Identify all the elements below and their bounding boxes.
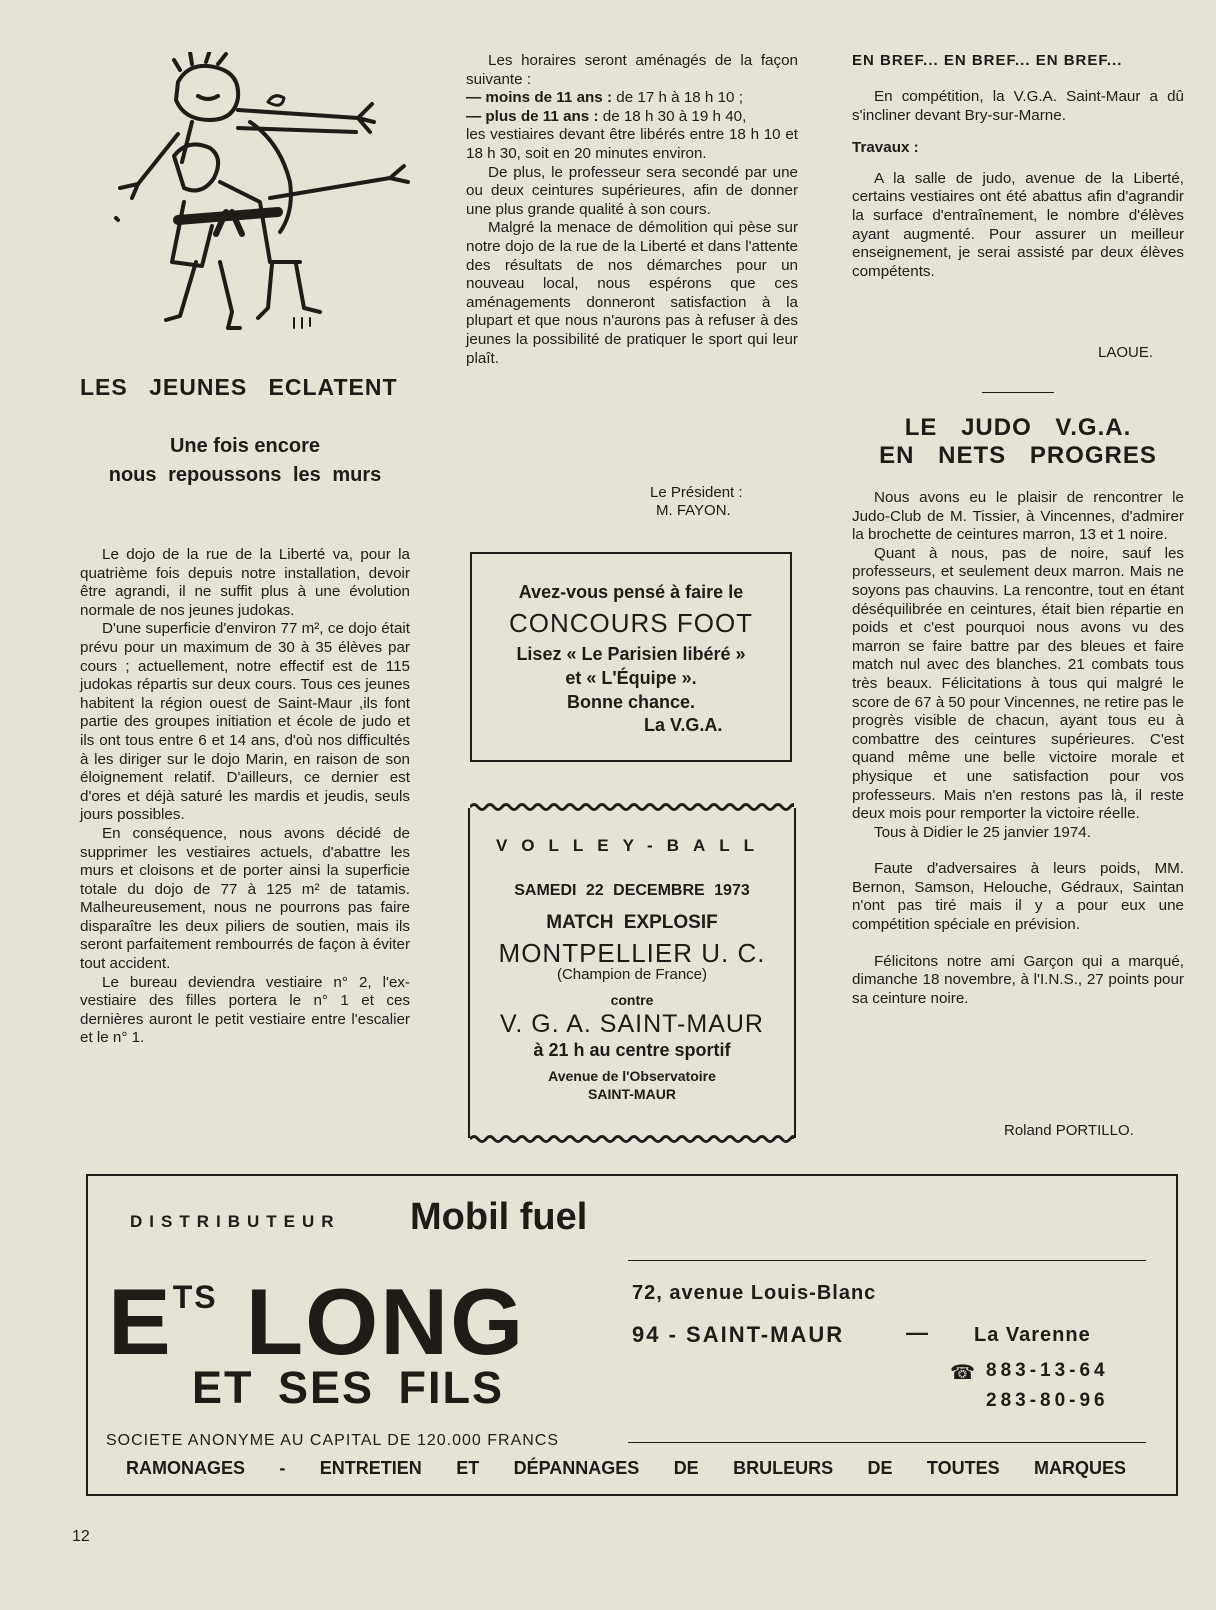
left-column-body xyxy=(80,546,410,1048)
signature-name: M. FAYON. xyxy=(656,502,731,519)
phone-icon: ☎ xyxy=(950,1362,975,1384)
ad-service-word: DÉPANNAGES xyxy=(513,1458,640,1478)
paragraph: Faute d'adversaires à leurs poids, MM. Bernon, Samson, Helouche, Gédraux, Saintan n'ont pas tiré mais il y a pour eux une compétition spéciale en prévision. xyxy=(852,860,1184,934)
ad-service-word: BRULEURS xyxy=(733,1458,834,1478)
wavy-border-bottom xyxy=(470,1134,794,1144)
schedule-text: de 18 h 30 à 19 h 40, xyxy=(602,107,747,125)
concours-line: et « L'Équipe ». xyxy=(565,668,697,688)
ad-company-name xyxy=(108,1242,525,1377)
judo-headline-1: LE JUDO V.G.A. xyxy=(904,414,1132,441)
ets-long-advertisement xyxy=(86,1174,1178,1496)
travaux-label: Travaux : xyxy=(852,139,919,157)
concours-title: CONCOURS FOOT xyxy=(508,608,754,638)
paragraph: Le dojo de la rue de la Liberté va, pour la quatrième fois depuis notre installation, devoir être agrandi, il ne suffit plus à une évolution normale de nos jeunes judokas. xyxy=(80,546,410,619)
article-subhead-1: Une fois encore xyxy=(169,435,321,457)
article-subhead-2: nous repoussons les murs xyxy=(108,464,382,486)
concours-signature: La V.G.A. xyxy=(644,715,723,735)
ad-service-word: RAMONAGES xyxy=(126,1458,246,1478)
article-headline-jeunes: LES JEUNES ECLATENT xyxy=(80,374,398,400)
schedule-text: de 17 h à 18 h 10 ; xyxy=(616,89,743,107)
ad-brand-mobil: Mobil fuel xyxy=(410,1196,588,1238)
ad-rule-bottom xyxy=(628,1442,1146,1443)
volley-date: SAMEDI 22 DECEMBRE 1973 xyxy=(514,882,750,899)
signature-title: Le Président : xyxy=(650,484,743,501)
ad-address-2: 94 - SAINT-MAUR xyxy=(632,1322,845,1347)
volley-ball-box xyxy=(468,808,796,1138)
concours-line: Lisez « Le Parisien libéré » xyxy=(516,644,746,664)
ad-services xyxy=(126,1458,1126,1479)
paragraph: D'une superficie d'environ 77 m², ce dojo était prévu pour un maximum de 30 à 35 élèves par cours ; actuellement, notre effectif est de 115 judokas répartis sur deux cours. Tous ces jeunes habitent la région ouest de Saint-Maur ,ils font partie des groupes initiation et école de judo et ils ont tous entre 6 et 14 ans, d'où nos difficultés à les diriger sur le dojo Marin, en raison de son éloignement relatif. D'ailleurs, ce dernier est d'ores et déjà saturé les mardis et jeudis, seuls jours possibles. xyxy=(80,620,410,824)
paragraph: En compétition, la V.G.A. Saint-Maur a dû s'incliner devant Bry-sur-Marne. xyxy=(852,88,1184,124)
ad-long: LONG xyxy=(245,1269,526,1374)
paragraph: Félicitons notre ami Garçon qui a marqué, dimanche 18 novembre, à l'I.N.S., 27 points pour sa ceinture noire. xyxy=(852,952,1184,1007)
ad-rule-top xyxy=(628,1260,1146,1261)
paragraph: De plus, le professeur sera secondé par une ou deux ceintures supérieures, afin de donner une plus grande qualité à son cours. xyxy=(466,163,798,218)
volley-place: SAINT-MAUR xyxy=(588,1086,676,1102)
ad-service-word: DE xyxy=(867,1458,893,1478)
right-column-top xyxy=(852,88,1184,281)
ad-phone-2: 283-80-96 xyxy=(986,1390,1109,1411)
ad-service-word: - xyxy=(279,1458,286,1478)
volley-place: Avenue de l'Observatoire xyxy=(548,1068,716,1084)
volley-time: à 21 h au centre sportif xyxy=(533,1040,731,1060)
ad-address-1: 72, avenue Louis-Blanc xyxy=(632,1282,877,1304)
concours-foot-box xyxy=(470,552,792,762)
page-number: 12 xyxy=(72,1528,90,1545)
ad-societe: SOCIETE ANONYME AU CAPITAL DE 120.000 FRANCS xyxy=(106,1432,560,1449)
ad-service-word: ET xyxy=(456,1458,480,1478)
divider xyxy=(982,392,1054,393)
paragraph: En conséquence, nous avons décidé de supprimer les vestiaires actuels, d'abattre les murs et cloisons et de porter ainsi la superficie totale du dojo de 77 à 125 m² de tatamis. Malheureusement, nous ne pourrons pas faire disparaître les deux piliers de soutien, mais ils seront parfaitement rembourrés de façon à éviter tout accident. xyxy=(80,824,410,973)
volley-team1: MONTPELLIER U. C. xyxy=(498,938,766,968)
ad-dash: — xyxy=(906,1320,928,1345)
volley-match: MATCH EXPLOSIF xyxy=(546,912,718,933)
ad-service-word: ENTRETIEN xyxy=(319,1458,422,1478)
paragraph: A la salle de judo, avenue de la Liberté, certains vestiaires ont été abattus afin d'agrandir la surface d'entraînement, le nombre d'élèves ayant augmenté. Pour assurer un meilleur enseignement, je serai assisté par deux élèves compétents. xyxy=(852,169,1184,280)
schedule-label: — moins de 11 ans : xyxy=(466,89,613,107)
ad-varenne: La Varenne xyxy=(974,1324,1091,1346)
signature-portillo: Roland PORTILLO. xyxy=(1004,1122,1134,1139)
volley-team1-note: (Champion de France) xyxy=(556,966,708,983)
volley-team2: V. G. A. SAINT-MAUR xyxy=(500,1010,764,1038)
volley-title: VOLLEY-BALL xyxy=(495,836,769,855)
paragraph: Nous avons eu le plaisir de rencontrer le Judo-Club de M. Tissier, à Vincennes, d'admirer la brochette de ceintures marron, 13 et 1 noire. xyxy=(852,489,1184,544)
schedule-label: — plus de 11 ans : xyxy=(466,107,599,125)
ad-fils: ET SES FILS xyxy=(192,1362,505,1413)
paragraph: les vestiaires devant être libérés entre 18 h 10 et 18 h 30, soit en 20 minutes environ. xyxy=(466,126,798,162)
ad-service-word: DE xyxy=(673,1458,699,1478)
middle-column-body xyxy=(466,52,798,368)
en-bref-heading: EN BREF... EN BREF... EN BREF... xyxy=(852,52,1123,69)
paragraph: Les horaires seront aménagés de la façon suivante : xyxy=(466,52,798,88)
ad-distributeur: DISTRIBUTEUR xyxy=(130,1212,341,1231)
ad-phone-1: 883-13-64 xyxy=(986,1360,1109,1381)
paragraph: Le bureau deviendra vestiaire n° 2, l'ex-vestiaire des filles portera le n° 1 et ces dernières auront le petit vestiaire entre l'escalier et le n° 1. xyxy=(80,973,410,1047)
ad-ets-sup: TS xyxy=(172,1279,218,1315)
schedule-item xyxy=(466,108,798,127)
concours-line: Bonne chance. xyxy=(566,692,696,712)
judo-headline-2: EN NETS PROGRES xyxy=(879,442,1157,469)
ad-service-word: TOUTES xyxy=(926,1458,1000,1478)
paragraph: Malgré la menace de démolition qui pèse sur notre dojo de la rue de la Liberté et dans l'attente des résultats de nos démarches pour un nouveau local, nous espérons que ces aménagements donneront satisfaction à la plupart et que nous n'aurons pas à refuser à des jeunes la possibilité de pratiquer le sport qui leur plaît. xyxy=(466,219,798,367)
paragraph: Tous à Didier le 25 janvier 1974. xyxy=(874,823,1091,841)
judo-illustration xyxy=(100,52,420,342)
wavy-border-top xyxy=(470,802,794,812)
volley-contre: contre xyxy=(610,992,654,1008)
ad-service-word: MARQUES xyxy=(1033,1458,1126,1478)
signature-laoue: LAOUE. xyxy=(1098,344,1154,361)
ad-ets: E xyxy=(108,1269,173,1374)
concours-line: Avez-vous pensé à faire le xyxy=(518,582,744,602)
paragraph: Quant à nous, pas de noire, sauf les professeurs, et seulement deux marron. Mais ne soyons pas chauvins. La rencontre, tout en étant déséquilibrée en ceintures, était bien répartie en poids et c'est pourquoi nous avons vu des marron se faire battre par des bleues et faire match nul avec des blanches. 21 combats tous très beaux. Félicitations à tous qui malgré le score de 67 à 50 pour Vincennes, ne retire pas le progrès visible de chacun, ayant tous eu à combattre des ceintures supérieures. C'est quand même une belle victoire morale et physique et une satisfaction pour vos professeurs. Mais n'en restons pas là, il reste deux mois pour remporter la victoire réelle. xyxy=(852,544,1184,823)
schedule-item xyxy=(466,89,798,108)
right-column-body xyxy=(852,489,1184,1008)
